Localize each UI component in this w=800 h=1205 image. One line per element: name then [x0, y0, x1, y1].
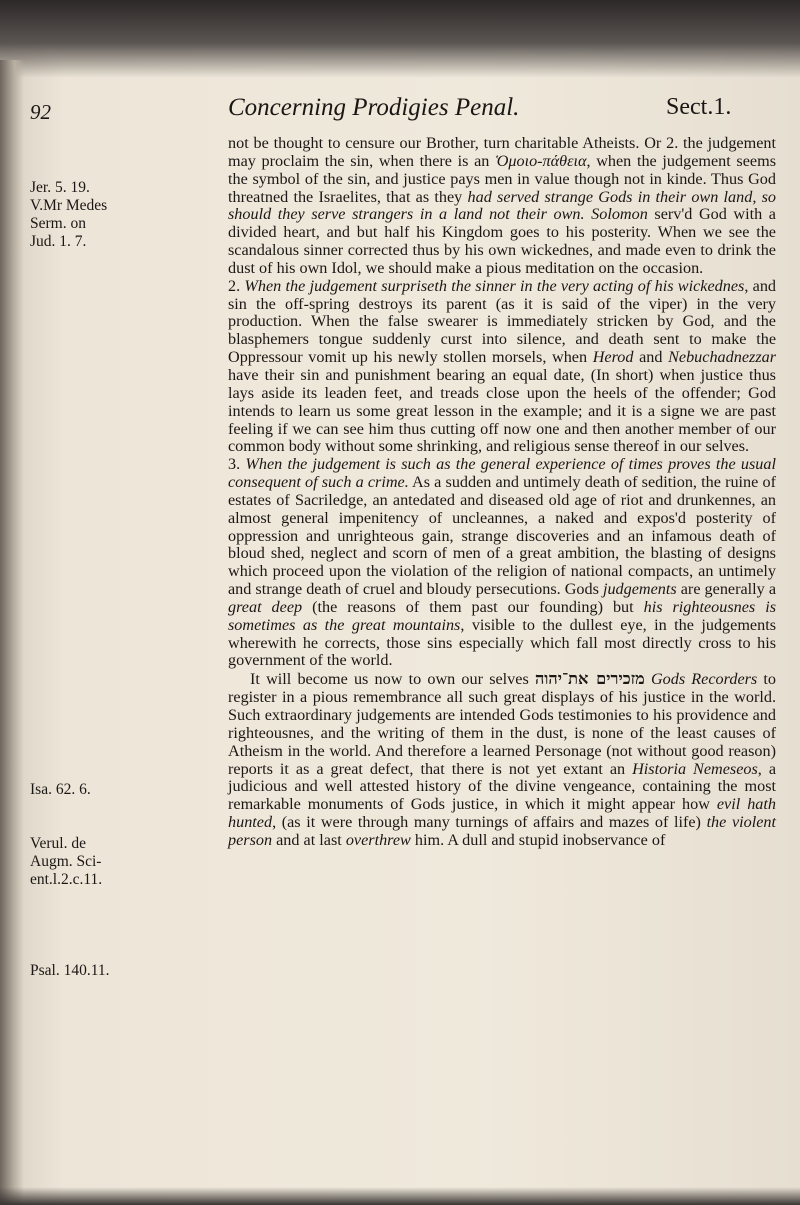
page-header: [0, 92, 800, 132]
italic-text: Herod: [592, 348, 634, 367]
text-run: It will become us now to own our selves: [250, 670, 535, 689]
paragraph: [228, 670, 776, 849]
italic-text: Historia Nemeseos: [632, 759, 758, 778]
text-run: and: [633, 348, 669, 367]
text-run: , and sin the off-spring destroys its parent (as it is said of the viper) in the very production. When the false swearer is immediately stricken by God, and the blasphemers tongue suddenly curst into silence, and death sent to make the Oppressour vomit up his newly stollen morsels, when: [228, 276, 777, 367]
text-run: and at last: [272, 830, 346, 849]
text-run: As a sudden and untimely death of sedition, the ruine of estates of Sacriledge, an antedated and diseased old age of riot and drunkennes, an almost general impenitency of uncleannes, a naked and expos'd posterity of oppression and unrighteous gain, strange discoveries and an infamous death of bloud shed, neglect and scorn of men of a great ambition, the blasting of designs which proceed upon the violation of the religion of national compacts, an untimely and strange death of cruel and bloudy persecutions. Gods: [228, 473, 776, 599]
text-run: 3.: [228, 455, 246, 474]
margin-note: Augm. Sci-: [30, 853, 102, 870]
italic-text: had served strange Gods in their own land, so should they serve strangers in a land not their own.: [228, 187, 776, 224]
margin-note: Isa. 62. 6.: [30, 781, 91, 798]
margin-note: ent.l.2.c.11.: [30, 871, 103, 888]
text-run: , visible to the dullest eye, in the judgements wherewith he corrects, those sins especially which fall most directly cross to his government of the world.: [228, 615, 776, 670]
body-text: [228, 135, 776, 850]
text-run: (the reasons of them past our founding) but: [302, 597, 644, 616]
binding-gutter: [0, 60, 24, 1205]
text-run: serv'd God with a divided heart, and but half his Kingdom goes to his posterity. When we see the scandalous sinner corrected thus by his own wickednes, and made even to drink the dust of his own Idol, we should make a pious meditation on the occasion.: [228, 205, 776, 277]
text-run: , a judicious and well attested history of the divine vengeance, containing the most remarkable monuments of Gods justice, in which it might appear how: [228, 759, 777, 814]
italic-text: the violent person: [228, 813, 776, 849]
section-label: Sect.1.: [666, 94, 732, 120]
text-run: to register in a pious remembrance all such great displays of his justice in the world. Such extraordinary judgements are intended Gods testimonies to his providence and righteousnes, and the writing of them in the dust, is none of the least causes of Atheism in the world. And therefore a learned Personage (not without good reason) reports it as a great defect, that there is not yet extant an: [228, 670, 777, 778]
italic-text: great deep: [228, 597, 303, 616]
margin-note: Jud. 1. 7.: [30, 233, 87, 250]
text-run: are generally a: [676, 580, 777, 599]
margin-note: Verul. de: [30, 835, 86, 852]
italic-text: When the judgement surpriseth the sinner in the very acting of his wickednes: [244, 276, 745, 295]
italic-text: his righteousnes is sometimes as the great mountains: [228, 597, 776, 634]
paragraph: [228, 278, 776, 456]
margin-note: Psal. 140.11.: [30, 962, 110, 979]
italic-text: Gods Recorders: [650, 670, 758, 689]
italic-text: Nebuchadnezzar: [668, 348, 777, 367]
running-head: Concerning Prodigies Penal.: [228, 94, 520, 121]
text-run: him. A dull and stupid inobservance of: [410, 830, 666, 849]
margin-note: Jer. 5. 19.: [30, 179, 90, 196]
italic-text: evil hath hunted: [228, 795, 776, 832]
text-run: , (as it were through many turnings of affairs and mazes of life): [272, 813, 707, 832]
text-run: 2.: [228, 276, 245, 295]
italic-text: judgements: [602, 580, 677, 599]
italic-text: overthrew: [345, 830, 411, 849]
margin-note: Serm. on: [30, 215, 86, 232]
paragraph: [228, 456, 776, 670]
scan-bottom-shadow: [0, 1187, 800, 1205]
hebrew-phrase: מזכירים את־יהוה: [534, 669, 645, 689]
text-run: not be thought to censure our Brother, turn charitable Atheists. Or 2. the judgement may proclaim the sin, when there is an: [228, 134, 776, 170]
text-run: , when the judgement seems the symbol of the sin, and justice pays men in value though not in kinde. Thus God threatned the Israelites, that as they: [228, 151, 776, 206]
greek-word: Ὁμοιο-πάθεια: [495, 151, 587, 170]
italic-text: When the judgement is such as the general experience of times proves the usual consequent of such a crime.: [228, 455, 776, 492]
scan-top-shadow: [0, 0, 800, 78]
text-run: have their sin and punishment bearing an equal date, (In short) when justice thus lays aside its leaden feet, and treads close upon the heels of the offender; God intends to learn us some great lesson in the example; and it is a signe we are past feeling if we can see him thus cutting off now one and then another member of our common body without some shrinking, and religious sense thereof in our selves.: [228, 365, 776, 456]
margin-note: V.Mr Medes: [30, 197, 108, 214]
italic-text: Solomon: [591, 205, 648, 224]
paragraph: [228, 135, 776, 278]
page-number: 92: [30, 100, 51, 124]
